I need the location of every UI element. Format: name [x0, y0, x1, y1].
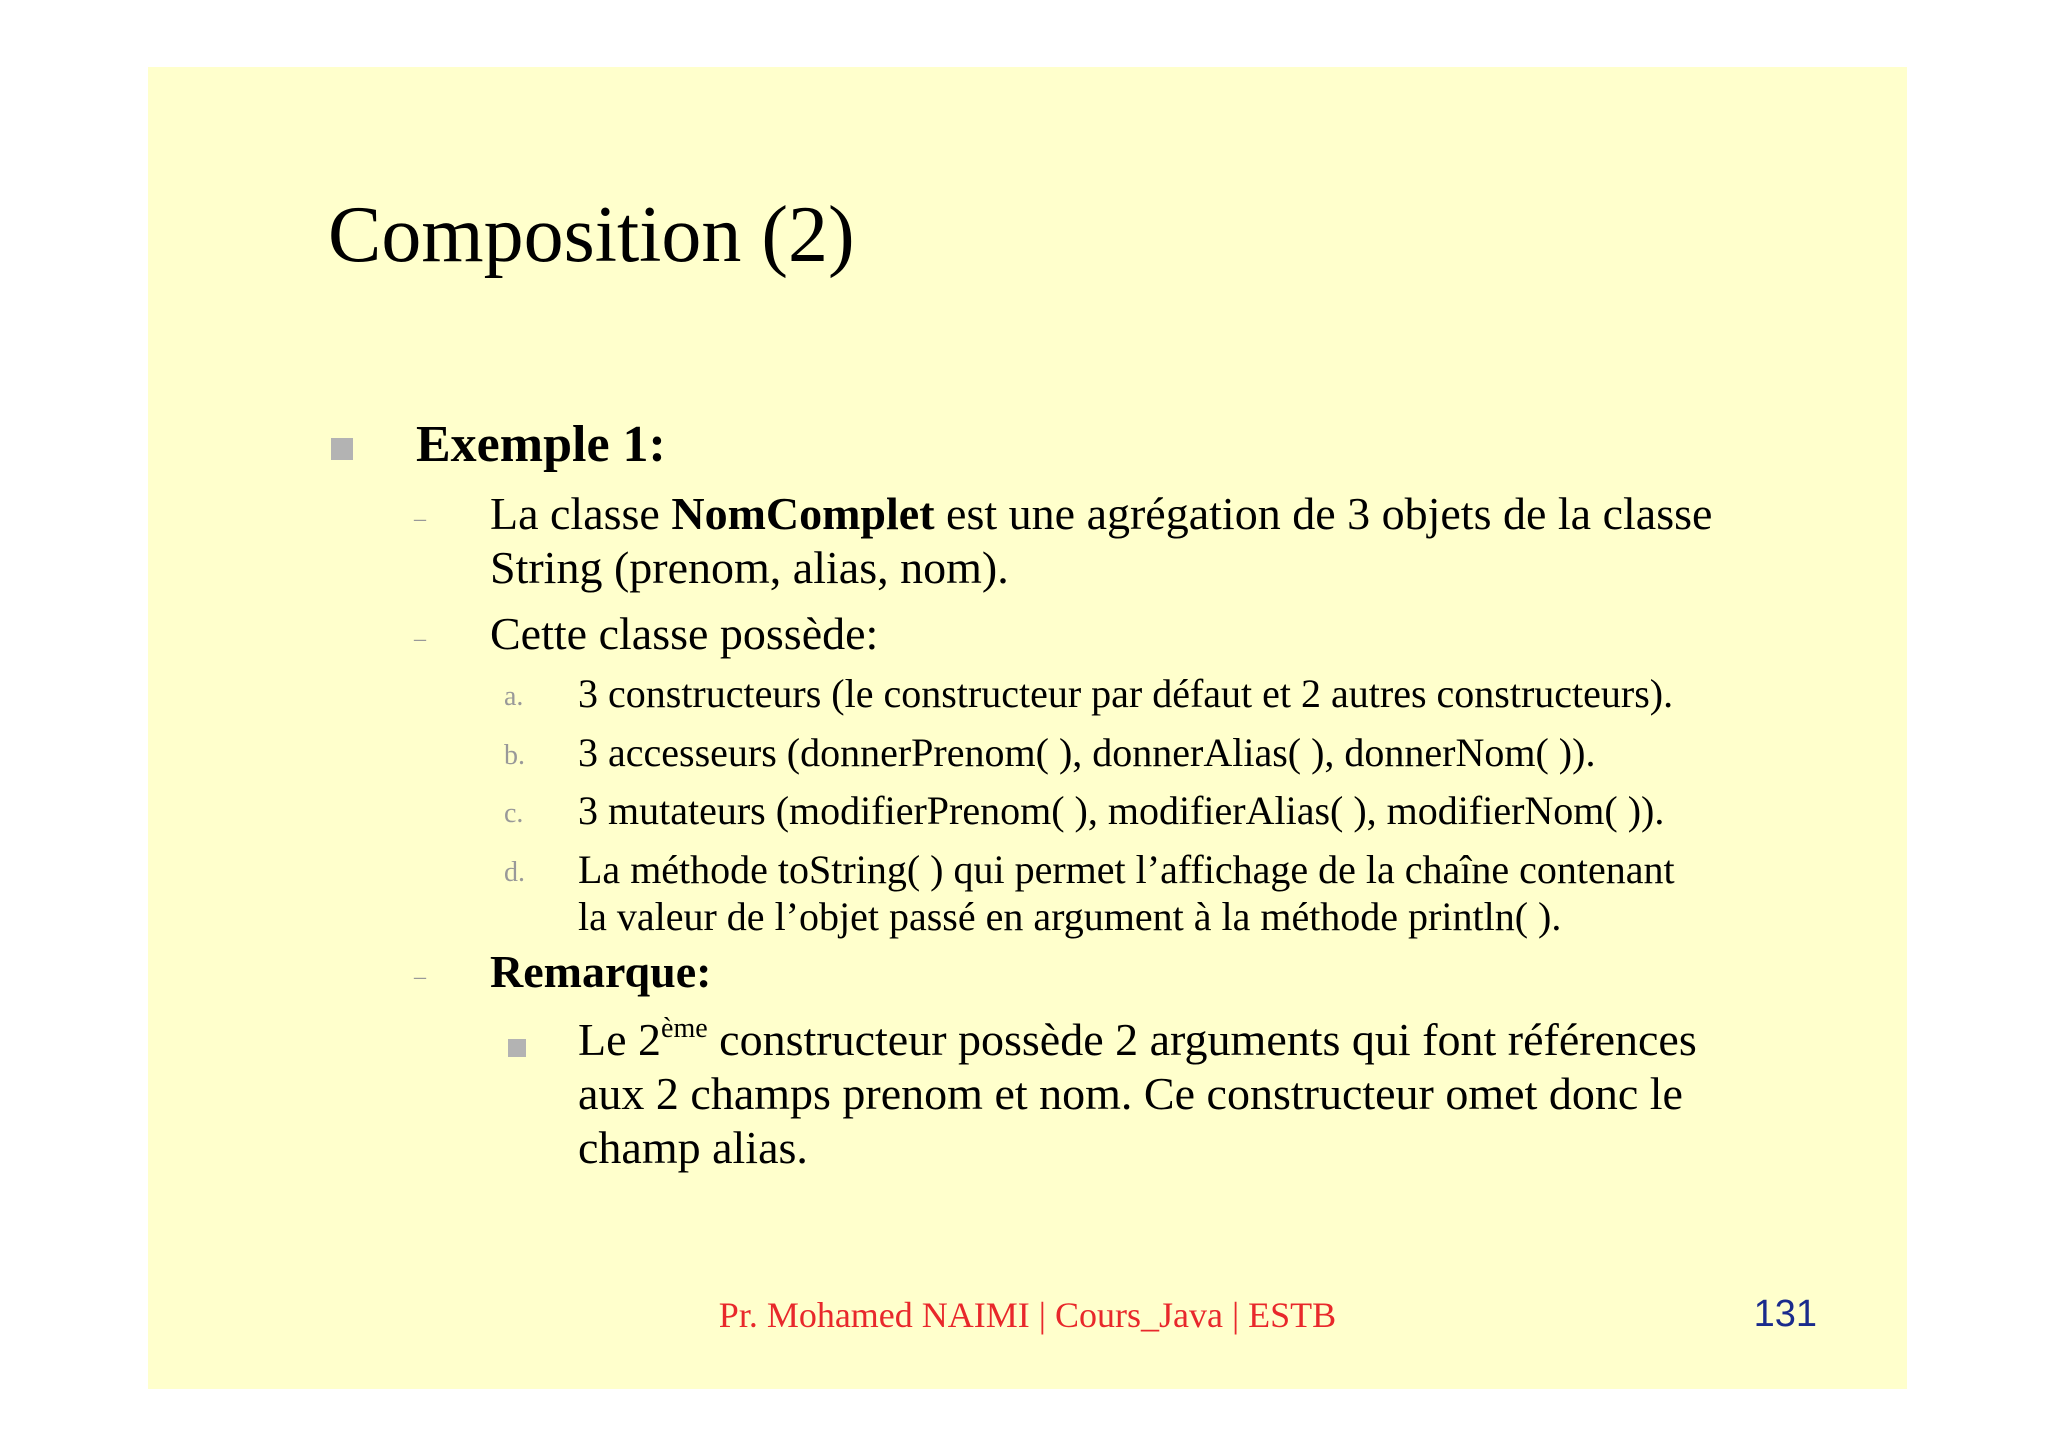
sublist-marker: c. — [504, 798, 524, 829]
square-bullet-icon — [331, 438, 353, 460]
remark-line: aux 2 champs prenom et nom. Ce constructeur omet donc le — [578, 1068, 1683, 1119]
sublist-marker: a. — [504, 681, 524, 712]
list-item-line: La classe NomComplet est une agrégation de 3 objets de la classe — [490, 488, 1713, 539]
sublist-marker: d. — [504, 857, 525, 888]
remark-line: champ alias. — [578, 1122, 808, 1173]
slide-title: Composition (2) — [328, 191, 855, 279]
sublist-marker: b. — [504, 740, 525, 771]
page-number: 131 — [1753, 1293, 1817, 1335]
dash-bullet-icon: – — [414, 626, 426, 652]
list-item-line: String (prenom, alias, nom). — [490, 542, 1009, 593]
sublist-item-line: La méthode toString( ) qui permet l’affichage de la chaîne contenant — [578, 847, 1675, 892]
remark-text — [578, 1013, 1697, 1175]
sublist-item-tostring — [578, 846, 1675, 940]
list-item-class-features: Cette classe possède: — [490, 608, 879, 659]
sublist-item-constructors: 3 constructeurs (le constructeur par défaut et 2 autres constructeurs). — [578, 671, 1674, 716]
slide — [148, 67, 1907, 1389]
sublist-item-line: la valeur de l’objet passé en argument à la méthode println( ). — [578, 894, 1562, 939]
class-name: NomComplet — [671, 488, 935, 539]
sublist-item-mutators: 3 mutateurs (modifierPrenom( ), modifierAlias( ), modifierNom( )). — [578, 788, 1665, 833]
dash-bullet-icon: – — [414, 506, 426, 532]
example-label: Exemple 1: — [416, 416, 666, 473]
square-bullet-icon — [508, 1039, 526, 1057]
list-item-nomcomplet — [490, 487, 1712, 595]
dash-bullet-icon: – — [414, 964, 426, 990]
remark-line: Le 2ème constructeur possède 2 arguments qui font références — [578, 1013, 1697, 1065]
slide-footer: Pr. Mohamed NAIMI | Cours_Java | ESTB — [718, 1295, 1337, 1335]
remark-label: Remarque: — [490, 946, 712, 997]
sublist-item-accessors: 3 accesseurs (donnerPrenom( ), donnerAlias( ), donnerNom( )). — [578, 730, 1596, 775]
